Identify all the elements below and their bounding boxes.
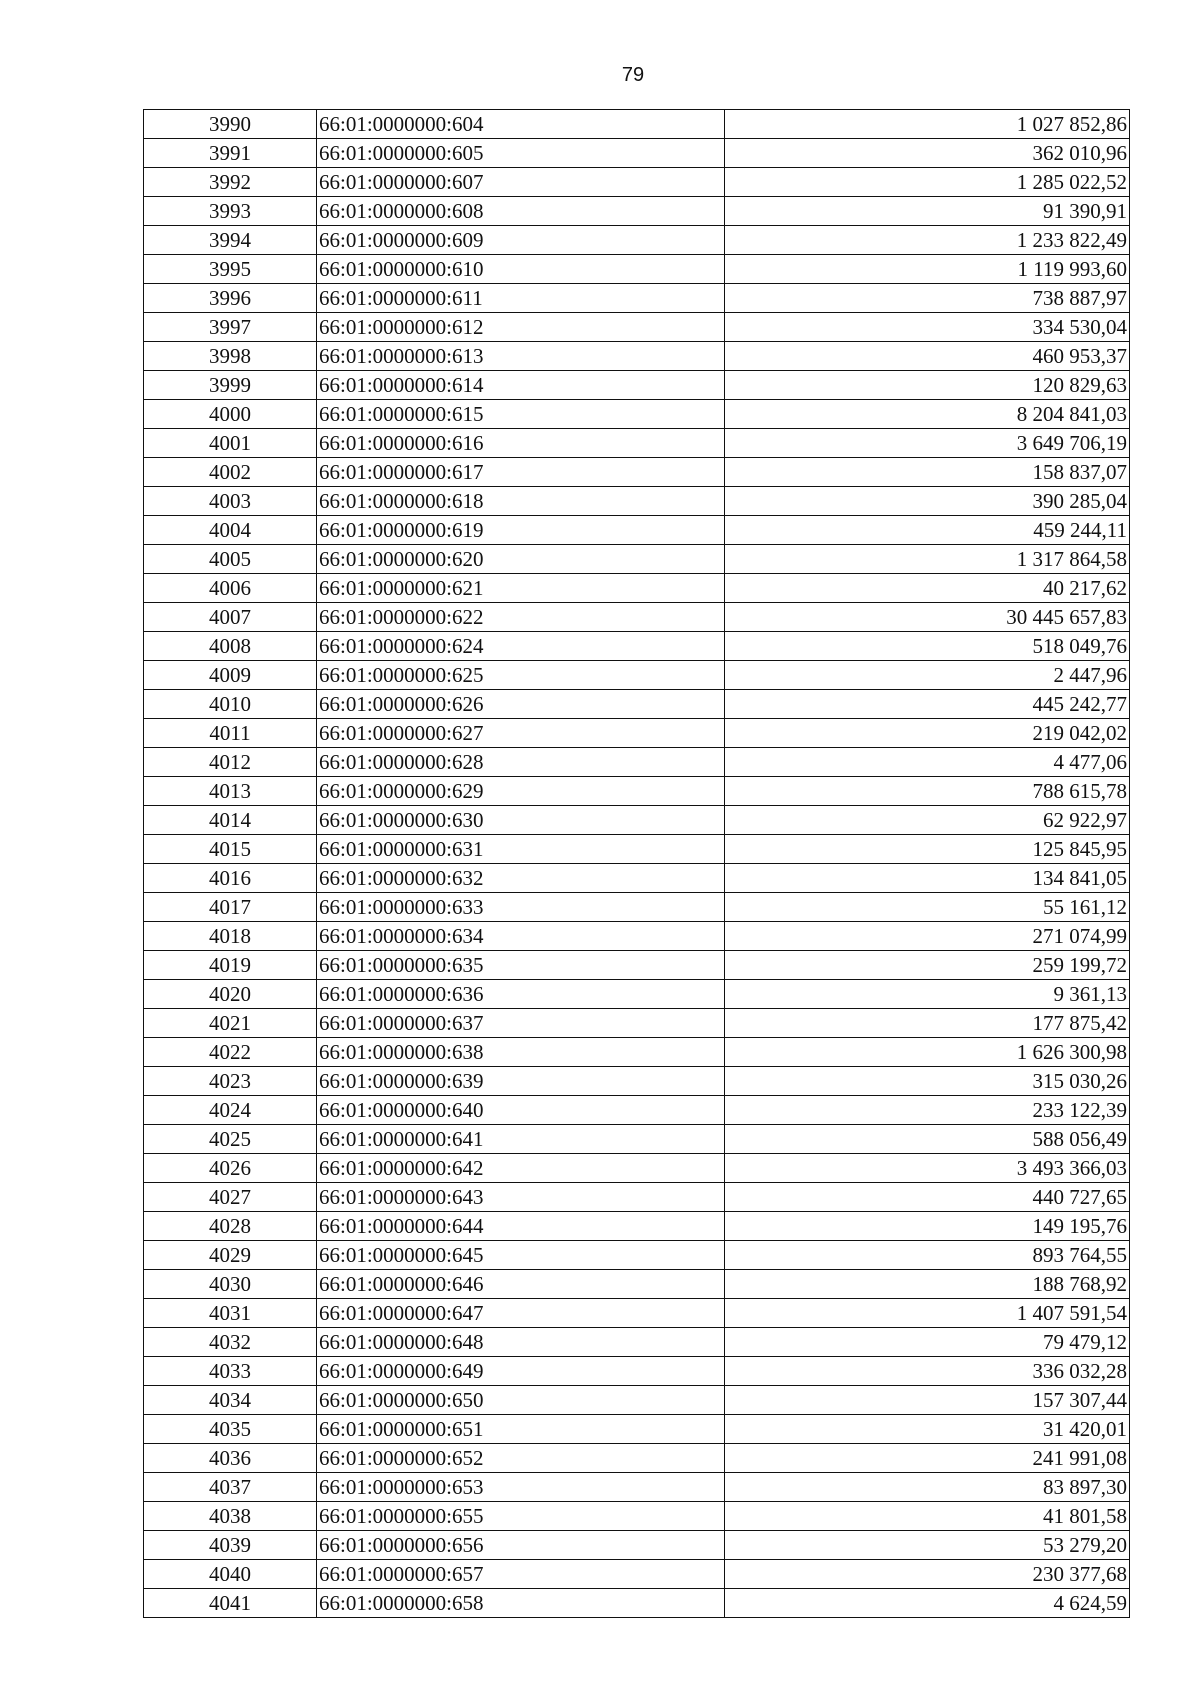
table-row	[144, 864, 1130, 893]
row-number-cell: 4021	[144, 1009, 317, 1038]
table-row	[144, 661, 1130, 690]
cadastral-value-cell: 1 285 022,52	[725, 168, 1130, 197]
cadastral-value-cell: 157 307,44	[725, 1386, 1130, 1415]
row-number-cell: 3993	[144, 197, 317, 226]
table-row	[144, 574, 1130, 603]
row-number-cell: 3996	[144, 284, 317, 313]
row-number-cell: 4004	[144, 516, 317, 545]
table-row	[144, 168, 1130, 197]
row-number-cell: 4018	[144, 922, 317, 951]
cadastral-number-cell: 66:01:0000000:617	[317, 458, 725, 487]
cadastral-value-cell: 125 845,95	[725, 835, 1130, 864]
cadastral-number-cell: 66:01:0000000:616	[317, 429, 725, 458]
cadastral-value-cell: 134 841,05	[725, 864, 1130, 893]
table-row	[144, 980, 1130, 1009]
cadastral-number-cell: 66:01:0000000:643	[317, 1183, 725, 1212]
row-number-cell: 3995	[144, 255, 317, 284]
table-row	[144, 951, 1130, 980]
row-number-cell: 4041	[144, 1589, 317, 1618]
table-row	[144, 197, 1130, 226]
table-row	[144, 313, 1130, 342]
row-number-cell: 4017	[144, 893, 317, 922]
table-row	[144, 1125, 1130, 1154]
row-number-cell: 4015	[144, 835, 317, 864]
cadastral-number-cell: 66:01:0000000:656	[317, 1531, 725, 1560]
cadastral-value-cell: 4 477,06	[725, 748, 1130, 777]
table-row	[144, 806, 1130, 835]
row-number-cell: 3991	[144, 139, 317, 168]
table-row	[144, 603, 1130, 632]
cadastral-value-cell: 1 119 993,60	[725, 255, 1130, 284]
table-row	[144, 922, 1130, 951]
cadastral-value-cell: 518 049,76	[725, 632, 1130, 661]
row-number-cell: 4024	[144, 1096, 317, 1125]
cadastral-number-cell: 66:01:0000000:612	[317, 313, 725, 342]
row-number-cell: 4000	[144, 400, 317, 429]
cadastral-number-cell: 66:01:0000000:657	[317, 1560, 725, 1589]
row-number-cell: 3990	[144, 110, 317, 139]
table-row	[144, 1502, 1130, 1531]
table-row	[144, 1096, 1130, 1125]
row-number-cell: 3994	[144, 226, 317, 255]
row-number-cell: 4003	[144, 487, 317, 516]
cadastral-value-cell: 219 042,02	[725, 719, 1130, 748]
row-number-cell: 4011	[144, 719, 317, 748]
cadastral-value-cell: 158 837,07	[725, 458, 1130, 487]
cadastral-value-cell: 336 032,28	[725, 1357, 1130, 1386]
cadastral-value-cell: 41 801,58	[725, 1502, 1130, 1531]
table-row	[144, 719, 1130, 748]
row-number-cell: 4025	[144, 1125, 317, 1154]
row-number-cell: 4013	[144, 777, 317, 806]
cadastral-number-cell: 66:01:0000000:651	[317, 1415, 725, 1444]
table-row	[144, 342, 1130, 371]
table-row	[144, 1212, 1130, 1241]
cadastral-value-cell: 1 407 591,54	[725, 1299, 1130, 1328]
cadastral-number-cell: 66:01:0000000:649	[317, 1357, 725, 1386]
row-number-cell: 4001	[144, 429, 317, 458]
cadastral-value-cell: 4 624,59	[725, 1589, 1130, 1618]
cadastral-number-cell: 66:01:0000000:633	[317, 893, 725, 922]
cadastral-value-cell: 334 530,04	[725, 313, 1130, 342]
cadastral-value-cell: 2 447,96	[725, 661, 1130, 690]
table-row	[144, 255, 1130, 284]
cadastral-number-cell: 66:01:0000000:642	[317, 1154, 725, 1183]
row-number-cell: 4037	[144, 1473, 317, 1502]
table-row	[144, 748, 1130, 777]
row-number-cell: 4034	[144, 1386, 317, 1415]
cadastral-value-cell: 30 445 657,83	[725, 603, 1130, 632]
row-number-cell: 4033	[144, 1357, 317, 1386]
cadastral-number-cell: 66:01:0000000:630	[317, 806, 725, 835]
table-row	[144, 516, 1130, 545]
cadastral-number-cell: 66:01:0000000:631	[317, 835, 725, 864]
row-number-cell: 4038	[144, 1502, 317, 1531]
cadastral-value-cell: 271 074,99	[725, 922, 1130, 951]
cadastral-number-cell: 66:01:0000000:626	[317, 690, 725, 719]
table-row	[144, 1270, 1130, 1299]
cadastral-number-cell: 66:01:0000000:644	[317, 1212, 725, 1241]
table-row	[144, 1241, 1130, 1270]
cadastral-value-cell: 233 122,39	[725, 1096, 1130, 1125]
cadastral-value-cell: 53 279,20	[725, 1531, 1130, 1560]
row-number-cell: 4036	[144, 1444, 317, 1473]
page-number: 79	[621, 64, 645, 86]
table-row	[144, 139, 1130, 168]
row-number-cell: 4009	[144, 661, 317, 690]
cadastral-value-cell: 445 242,77	[725, 690, 1130, 719]
row-number-cell: 4032	[144, 1328, 317, 1357]
table-row	[144, 1560, 1130, 1589]
cadastral-number-cell: 66:01:0000000:638	[317, 1038, 725, 1067]
cadastral-value-cell: 241 991,08	[725, 1444, 1130, 1473]
cadastral-number-cell: 66:01:0000000:652	[317, 1444, 725, 1473]
row-number-cell: 3997	[144, 313, 317, 342]
cadastral-value-cell: 79 479,12	[725, 1328, 1130, 1357]
table-row	[144, 1589, 1130, 1618]
cadastral-number-cell: 66:01:0000000:605	[317, 139, 725, 168]
cadastral-number-cell: 66:01:0000000:618	[317, 487, 725, 516]
cadastral-value-table	[143, 109, 1130, 1618]
cadastral-number-cell: 66:01:0000000:609	[317, 226, 725, 255]
row-number-cell: 4020	[144, 980, 317, 1009]
cadastral-value-cell: 259 199,72	[725, 951, 1130, 980]
cadastral-number-cell: 66:01:0000000:622	[317, 603, 725, 632]
cadastral-value-cell: 1 027 852,86	[725, 110, 1130, 139]
cadastral-value-cell: 83 897,30	[725, 1473, 1130, 1502]
table-row	[144, 429, 1130, 458]
cadastral-value-cell: 188 768,92	[725, 1270, 1130, 1299]
table-row	[144, 1357, 1130, 1386]
row-number-cell: 4016	[144, 864, 317, 893]
cadastral-number-cell: 66:01:0000000:648	[317, 1328, 725, 1357]
table-row	[144, 893, 1130, 922]
cadastral-value-cell: 31 420,01	[725, 1415, 1130, 1444]
table-row	[144, 1473, 1130, 1502]
row-number-cell: 4031	[144, 1299, 317, 1328]
cadastral-value-cell: 893 764,55	[725, 1241, 1130, 1270]
cadastral-number-cell: 66:01:0000000:625	[317, 661, 725, 690]
cadastral-value-cell: 9 361,13	[725, 980, 1130, 1009]
row-number-cell: 4027	[144, 1183, 317, 1212]
cadastral-number-cell: 66:01:0000000:653	[317, 1473, 725, 1502]
table-row	[144, 1299, 1130, 1328]
cadastral-value-cell: 149 195,76	[725, 1212, 1130, 1241]
cadastral-value-cell: 230 377,68	[725, 1560, 1130, 1589]
cadastral-number-cell: 66:01:0000000:650	[317, 1386, 725, 1415]
cadastral-value-cell: 362 010,96	[725, 139, 1130, 168]
cadastral-number-cell: 66:01:0000000:658	[317, 1589, 725, 1618]
cadastral-number-cell: 66:01:0000000:632	[317, 864, 725, 893]
cadastral-value-cell: 588 056,49	[725, 1125, 1130, 1154]
cadastral-number-cell: 66:01:0000000:637	[317, 1009, 725, 1038]
cadastral-value-cell: 315 030,26	[725, 1067, 1130, 1096]
cadastral-value-cell: 8 204 841,03	[725, 400, 1130, 429]
cadastral-value-cell: 1 233 822,49	[725, 226, 1130, 255]
table-row	[144, 284, 1130, 313]
cadastral-number-cell: 66:01:0000000:627	[317, 719, 725, 748]
table-row	[144, 690, 1130, 719]
cadastral-value-cell: 40 217,62	[725, 574, 1130, 603]
cadastral-value-cell: 1 626 300,98	[725, 1038, 1130, 1067]
cadastral-number-cell: 66:01:0000000:639	[317, 1067, 725, 1096]
row-number-cell: 4008	[144, 632, 317, 661]
cadastral-number-cell: 66:01:0000000:604	[317, 110, 725, 139]
table-row	[144, 1038, 1130, 1067]
table-row	[144, 110, 1130, 139]
row-number-cell: 3999	[144, 371, 317, 400]
cadastral-number-cell: 66:01:0000000:624	[317, 632, 725, 661]
cadastral-number-cell: 66:01:0000000:640	[317, 1096, 725, 1125]
cadastral-number-cell: 66:01:0000000:636	[317, 980, 725, 1009]
cadastral-number-cell: 66:01:0000000:635	[317, 951, 725, 980]
cadastral-number-cell: 66:01:0000000:608	[317, 197, 725, 226]
row-number-cell: 4002	[144, 458, 317, 487]
row-number-cell: 4006	[144, 574, 317, 603]
cadastral-number-cell: 66:01:0000000:621	[317, 574, 725, 603]
cadastral-number-cell: 66:01:0000000:647	[317, 1299, 725, 1328]
cadastral-value-cell: 62 922,97	[725, 806, 1130, 835]
cadastral-value-cell: 177 875,42	[725, 1009, 1130, 1038]
row-number-cell: 4040	[144, 1560, 317, 1589]
cadastral-number-cell: 66:01:0000000:620	[317, 545, 725, 574]
table-row	[144, 1386, 1130, 1415]
cadastral-number-cell: 66:01:0000000:611	[317, 284, 725, 313]
table-row	[144, 1154, 1130, 1183]
cadastral-number-cell: 66:01:0000000:634	[317, 922, 725, 951]
cadastral-value-cell: 1 317 864,58	[725, 545, 1130, 574]
table-row	[144, 1183, 1130, 1212]
table-row	[144, 835, 1130, 864]
table-row	[144, 1444, 1130, 1473]
row-number-cell: 4007	[144, 603, 317, 632]
cadastral-value-cell: 459 244,11	[725, 516, 1130, 545]
row-number-cell: 4035	[144, 1415, 317, 1444]
table-row	[144, 458, 1130, 487]
cadastral-number-cell: 66:01:0000000:613	[317, 342, 725, 371]
cadastral-number-cell: 66:01:0000000:629	[317, 777, 725, 806]
table-row	[144, 1531, 1130, 1560]
cadastral-value-cell: 788 615,78	[725, 777, 1130, 806]
cadastral-number-cell: 66:01:0000000:645	[317, 1241, 725, 1270]
table-row	[144, 632, 1130, 661]
cadastral-value-cell: 3 649 706,19	[725, 429, 1130, 458]
row-number-cell: 3998	[144, 342, 317, 371]
row-number-cell: 4039	[144, 1531, 317, 1560]
table-row	[144, 371, 1130, 400]
row-number-cell: 4023	[144, 1067, 317, 1096]
table-row	[144, 1067, 1130, 1096]
cadastral-number-cell: 66:01:0000000:641	[317, 1125, 725, 1154]
row-number-cell: 4010	[144, 690, 317, 719]
table-row	[144, 1328, 1130, 1357]
table-body	[144, 110, 1130, 1618]
table-row	[144, 226, 1130, 255]
cadastral-value-cell: 120 829,63	[725, 371, 1130, 400]
table-row	[144, 400, 1130, 429]
cadastral-number-cell: 66:01:0000000:619	[317, 516, 725, 545]
row-number-cell: 4028	[144, 1212, 317, 1241]
row-number-cell: 4014	[144, 806, 317, 835]
cadastral-value-cell: 91 390,91	[725, 197, 1130, 226]
cadastral-number-cell: 66:01:0000000:615	[317, 400, 725, 429]
row-number-cell: 3992	[144, 168, 317, 197]
cadastral-value-cell: 55 161,12	[725, 893, 1130, 922]
table-row	[144, 1009, 1130, 1038]
cadastral-value-cell: 440 727,65	[725, 1183, 1130, 1212]
row-number-cell: 4029	[144, 1241, 317, 1270]
cadastral-number-cell: 66:01:0000000:607	[317, 168, 725, 197]
cadastral-value-cell: 3 493 366,03	[725, 1154, 1130, 1183]
row-number-cell: 4012	[144, 748, 317, 777]
cadastral-number-cell: 66:01:0000000:614	[317, 371, 725, 400]
cadastral-number-cell: 66:01:0000000:655	[317, 1502, 725, 1531]
row-number-cell: 4022	[144, 1038, 317, 1067]
cadastral-value-cell: 738 887,97	[725, 284, 1130, 313]
row-number-cell: 4005	[144, 545, 317, 574]
cadastral-value-cell: 460 953,37	[725, 342, 1130, 371]
table-row	[144, 1415, 1130, 1444]
row-number-cell: 4026	[144, 1154, 317, 1183]
table-row	[144, 777, 1130, 806]
table-row	[144, 487, 1130, 516]
row-number-cell: 4019	[144, 951, 317, 980]
table-row	[144, 545, 1130, 574]
cadastral-number-cell: 66:01:0000000:610	[317, 255, 725, 284]
cadastral-value-cell: 390 285,04	[725, 487, 1130, 516]
cadastral-number-cell: 66:01:0000000:646	[317, 1270, 725, 1299]
cadastral-number-cell: 66:01:0000000:628	[317, 748, 725, 777]
row-number-cell: 4030	[144, 1270, 317, 1299]
